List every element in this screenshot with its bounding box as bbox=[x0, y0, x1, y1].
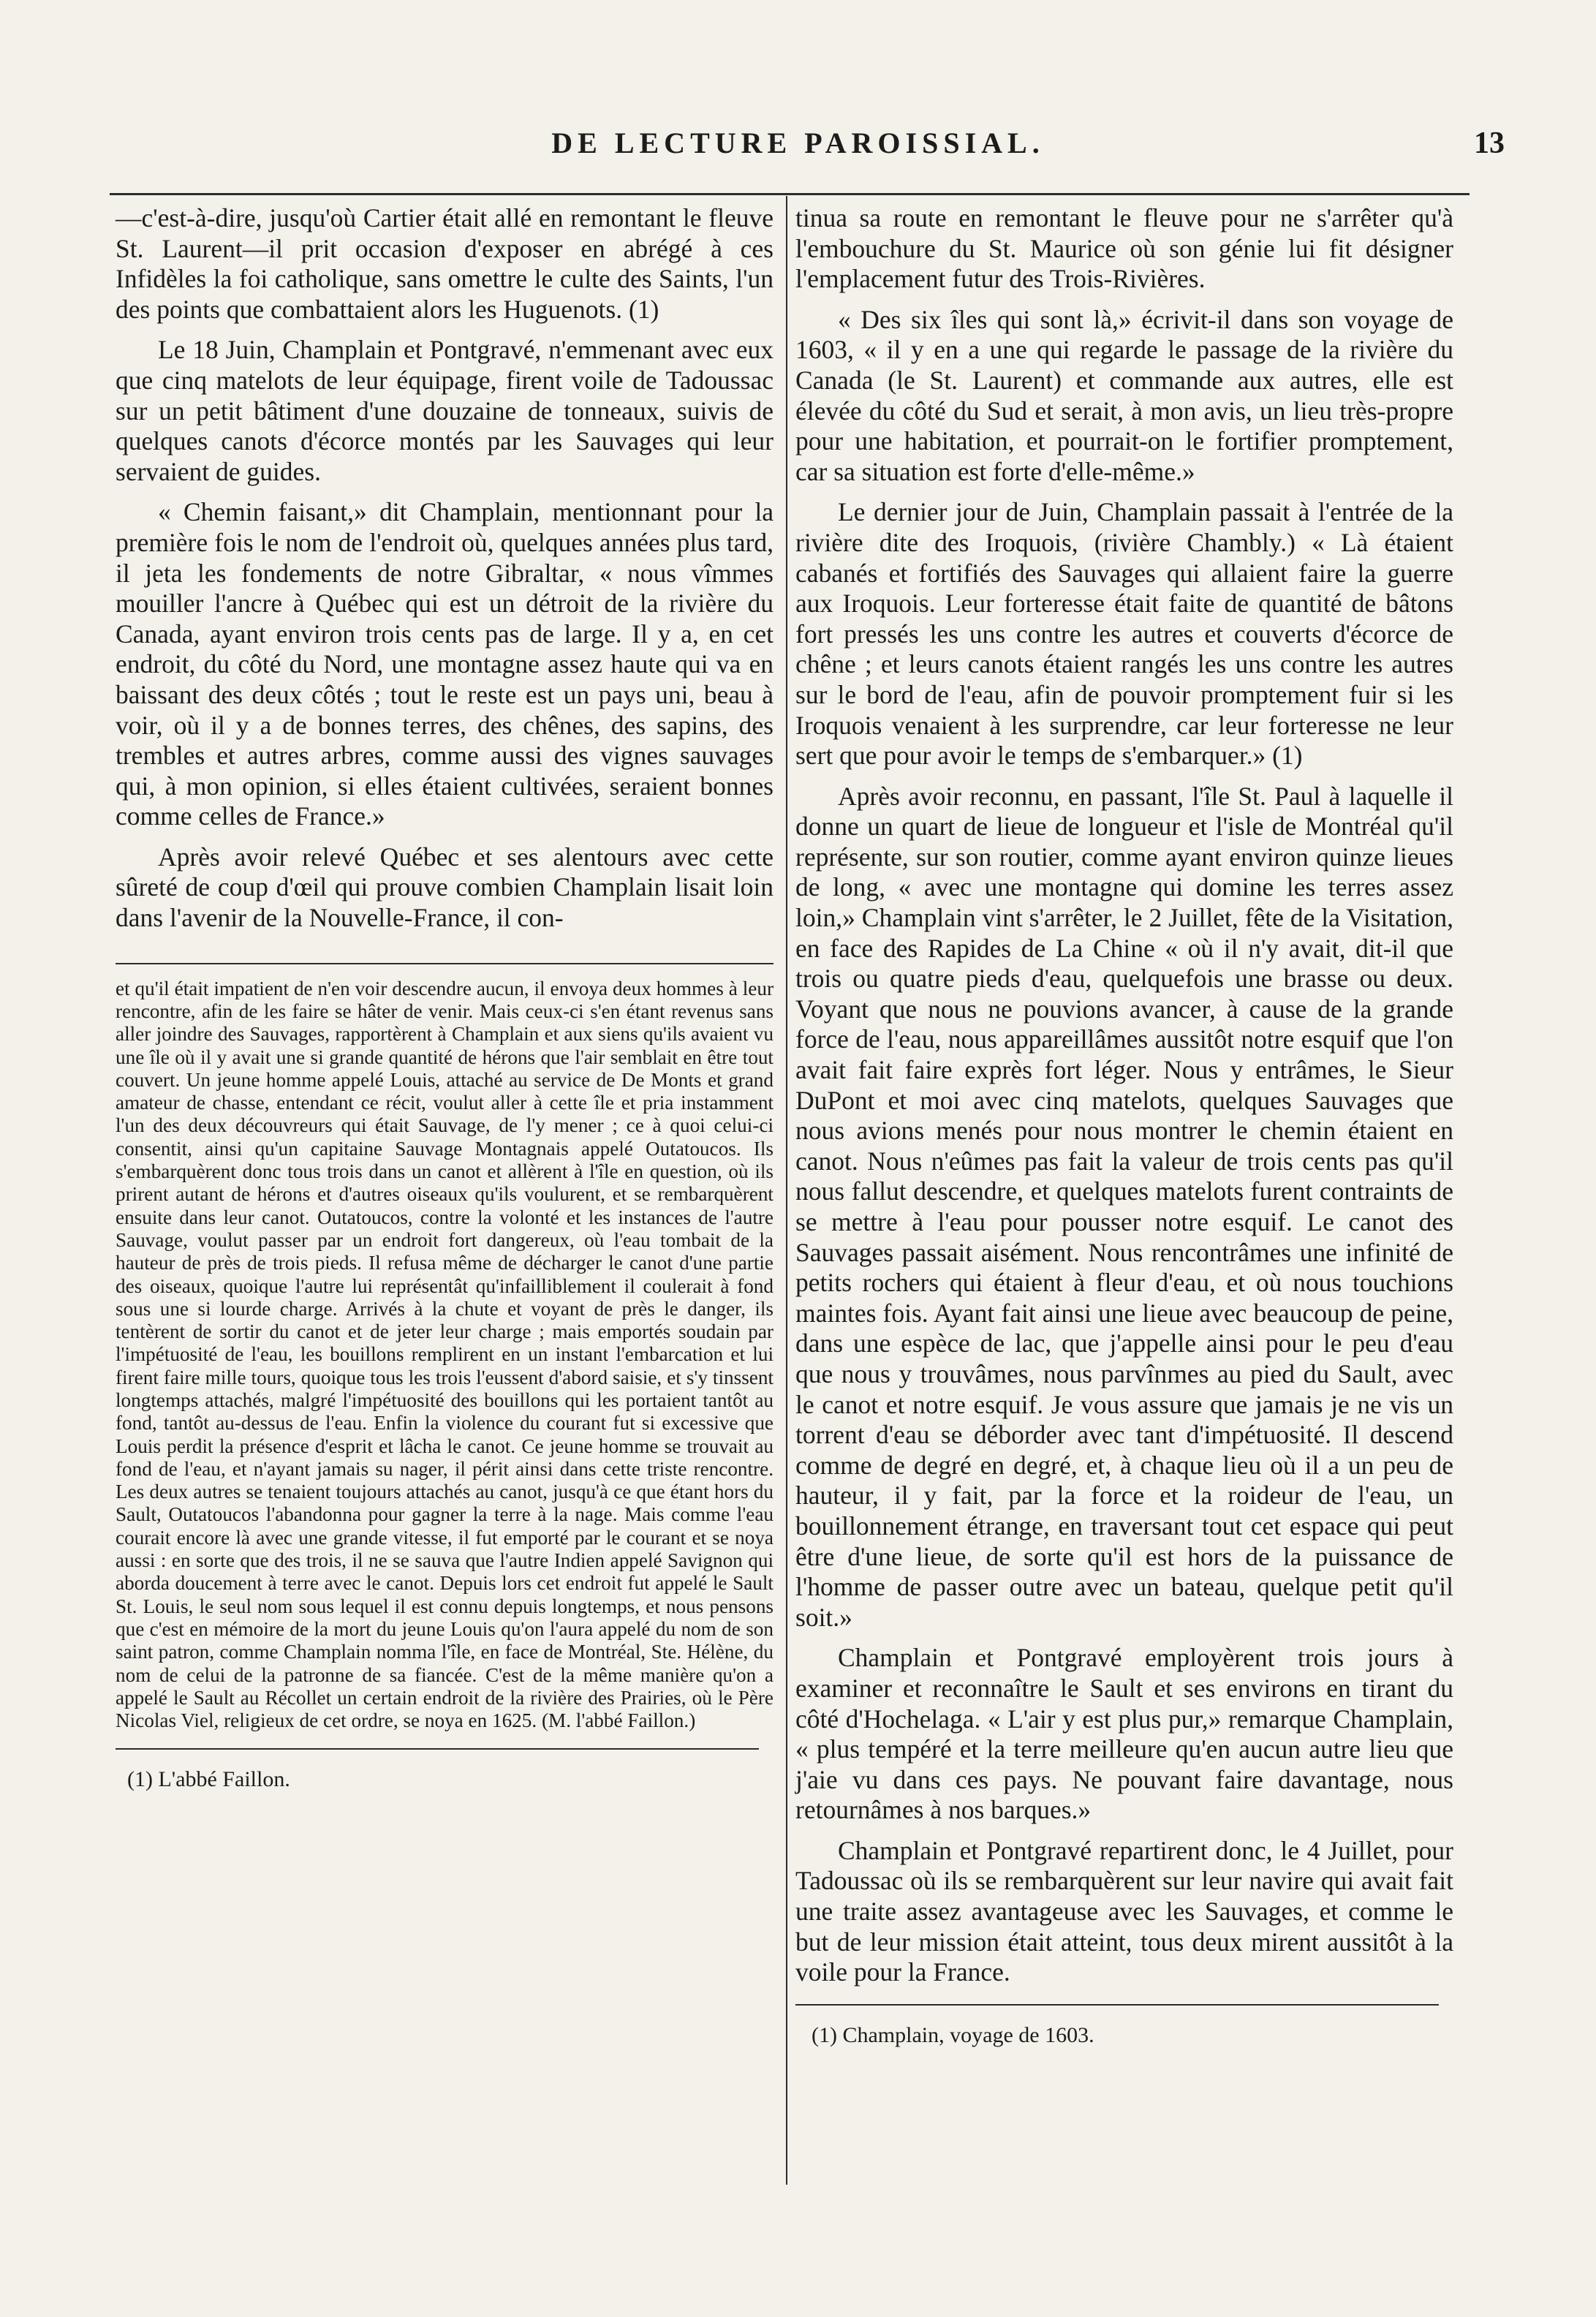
footnote-rule bbox=[116, 963, 774, 964]
body-paragraph: Champlain et Pontgravé employèrent trois jours à examiner et reconnaître le Sault et ses environs en tirant du côté d'Hochelaga. « L'air y est plus pur,» remarque Champlain, « plus tempéré et la terre meilleure qu'en aucun autre lieu que j'aie vu dans ces pays. Ne pouvant faire davantage, nous retournâmes à nos barques.» bbox=[795, 1643, 1453, 1825]
footnote-rule bbox=[795, 2004, 1439, 2006]
header-rule bbox=[110, 193, 1470, 195]
footnote: (1) Champlain, voyage de 1603. bbox=[812, 2022, 1094, 2047]
body-paragraph: tinua sa route en remontant le fleuve pour ne s'arrêter qu'à l'embouchure du St. Maurice où son génie lui fit désigner l'emplacement futur des Trois-Rivières. bbox=[795, 203, 1453, 294]
left-column bbox=[116, 203, 774, 1792]
body-paragraph: —c'est-à-dire, jusqu'où Cartier était allé en remontant le fleuve St. Laurent—il prit occasion d'exposer en abrégé à ces Infidèles la foi catholique, sans omettre le culte des Saints, l'un des points que combattaient alors les Huguenots. (1) bbox=[116, 203, 774, 324]
running-head: DE LECTURE PAROISSIAL. bbox=[551, 126, 1045, 159]
column-divider bbox=[786, 196, 787, 2185]
body-paragraph: Le dernier jour de Juin, Champlain passait à l'entrée de la rivière dite des Iroquois, (rivière Chambly.) « Là étaient cabanés et fortifiés des Sauvages qui allaient faire la guerre aux Iroquois. Leur forteresse était faite de quantité de bâtons fort pressés les uns contre les autres et couverts d'écorce de chêne ; et leurs canots étaient rangés les uns contre les autres sur le bord de l'eau, afin de pouvoir promptement fuir si les Iroquois venaient à les surprendre, car leur forteresse ne leur sert que pour avoir le temps de s'embarquer.» (1) bbox=[795, 497, 1453, 771]
body-paragraph: « Des six îles qui sont là,» écrivit-il dans son voyage de 1603, « il y en a une qui regarde le passage de la rivière du Canada (le St. Laurent) et commande aux autres, elle est élevée du côté du Sud et serait, à mon avis, un lieu très-propre pour une habitation, et pourrait-on le fortifier promptement, car sa situation est forte d'elle-même.» bbox=[795, 304, 1453, 486]
right-column bbox=[795, 203, 1453, 2048]
body-paragraph: Après avoir reconnu, en passant, l'île St. Paul à laquelle il donne un quart de lieue de longueur et l'isle de Montréal qu'il représente, sur son routier, comme ayant environ quinze lieues de long, « avec une montagne qui domine les terres assez loin,» Champlain vint s'arrêter, le 2 Juillet, fête de la Visitation, en face des Rapides de La Chine « où il n'y avait, dit-il que trois ou quatre pieds d'eau, quelquefois une brasse ou deux. Voyant que nous ne pouvions avancer, à cause de la grande force de l'eau, nous appareillâmes aussitôt notre esquif que l'on avait fait faire exprès fort léger. Nous y entrâmes, le Sieur DuPont et moi avec cinq matelots, quelques Sauvages que nous avions menés pour nous montrer le chemin étaient en canot. Nous n'eûmes pas fait la valeur de trois cents pas qu'il nous fallut descendre, et quelques matelots furent contraints de se mettre à l'eau pour pousser notre esquif. Le canot des Sauvages passait aisément. Nous rencontrâmes une infinité de petits rochers qui étaient à fleur d'eau, et où nous touchions maintes fois. Ayant fait ainsi une lieue avec beaucoup de peine, dans une espèce de lac, que j'appelle ainsi pour le peu d'eau que nous y trouvâmes, nous parvînmes au pied du Sault, avec le canot et notre esquif. Je vous assure que jamais je ne vis un torrent d'eau se déborder avec tant d'impétuosité. Il descend comme de degré en degré, et, à chaque lieu où il a un peu de hauteur, il y fait, par la force et la roideur de l'eau, un bouillonnement étrange, en traversant tout cet espace qui peut être d'une lieue, de sorte qu'il est hors de la puissance de l'homme de passer outre avec un bateau, quelque petit qu'il soit.» bbox=[795, 781, 1453, 1632]
footnote: (1) L'abbé Faillon. bbox=[127, 1767, 290, 1792]
footnote-rule bbox=[116, 1748, 759, 1750]
body-paragraph: Champlain et Pontgravé repartirent donc, le 4 Juillet, pour Tadoussac où ils se rembarquèrent sur leur navire qui avait fait une traite assez avantageuse avec les Sauvages, et comme le but de leur mission était atteint, tous deux mirent aussitôt à la voile pour la France. bbox=[795, 1835, 1453, 1987]
page-number: 13 bbox=[1474, 126, 1505, 160]
footnote-continuation: et qu'il était impatient de n'en voir descendre aucun, il envoya deux hommes à leur rencontre, afin de les faire se hâter de venir. Mais ceux-ci s'en étant revenus sans aller joindre des Sauvages, rapportèrent à Champlain et aux siens qu'ils avaient vu une île où il y avait une si grande quantité de hérons que l'air semblait en être tout couvert. Un jeune homme appelé Louis, attaché au service de De Monts et grand amateur de chasse, entendant ce récit, voulut aller à cette île et pria instamment l'un des deux découvreurs qui était Sauvage, de l'y mener ; ce à quoi celui-ci consentit, ainsi qu'un capitaine Sauvage Montagnais appelé Outatoucos. Ils s'embarquèrent donc tous trois dans un canot et allèrent à l'île en question, où ils prirent autant de hérons et d'autres oiseaux qu'ils voulurent, et se rembarquèrent ensuite dans leur canot. Outatoucos, contre la volonté et les instances de l'autre Sauvage, voulut passer par un endroit fort dangereux, où l'eau tombait de la hauteur de près de trois pieds. Il refusa même de décharger le canot d'une partie des oiseaux, quoique l'autre lui représentât qu'infailliblement il coulerait à fond sous une si lourde charge. Arrivés à la chute et voyant de près le danger, ils tentèrent de sortir du canot et de jeter leur charge ; mais emportés soudain par l'impétuosité de l'eau, les bouillons remplirent en un instant l'embarcation et lui firent faire mille tours, quoique tous les trois l'eussent d'abord saisie, et s'y tinssent longtemps attachés, malgré l'impétuosité des bouillons qui les portaient tantôt au fond, tantôt au-dessus de l'eau. Enfin la violence du courant fut si excessive que Louis perdit la présence d'esprit et lâcha le canot. Ce jeune homme se trouvait au fond de l'eau, et n'ayant jamais su nager, il périt ainsi dans cette triste rencontre. Les deux autres se tenaient toujours attachés au canot, jusqu'à ce que étant hors du Sault, Outatoucos l'abandonna pour gagner la terre à la nage. Mais comme l'eau courait encore là avec une grande vitesse, il fut emporté par le courant et se noya aussi : en sorte que des trois, il ne se sauva que l'autre Indien appelé Savignon qui aborda doucement à terre avec le canot. Depuis lors cet endroit fut appelé le Sault St. Louis, le seul nom sous lequel il est connu depuis longtemps, et nous pensons que c'est en mémoire de la mort du jeune Louis qu'on l'aura appelé du nom de son saint patron, comme Champlain nomma l'île, en face de Montréal, Ste. Hélène, du nom de celui de la patronne de sa fiancée. C'est de la même manière qu'on a appelé le Sault au Récollet un certain endroit de la rivière des Prairies, où le Père Nicolas Viel, religieux de cet ordre, se noya en 1625. (M. l'abbé Faillon.) bbox=[116, 977, 774, 1732]
body-paragraph: Après avoir relevé Québec et ses alentours avec cette sûreté de coup d'œil qui prouve combien Champlain lisait loin dans l'avenir de la Nouvelle-France, il con- bbox=[116, 842, 774, 933]
body-paragraph: Le 18 Juin, Champlain et Pontgravé, n'emmenant avec eux que cinq matelots de leur équipage, firent voile de Tadoussac sur un petit bâtiment d'une douzaine de tonneaux, suivis de quelques canots d'écorce montés par les Sauvages qui leur servaient de guides. bbox=[116, 335, 774, 486]
body-paragraph: « Chemin faisant,» dit Champlain, mentionnant pour la première fois le nom de l'endroit où, quelques années plus tard, il jeta les fondements de notre Gibraltar, « nous vîmmes mouiller l'ancre à Québec qui est un détroit de la rivière du Canada, ayant environ trois cents pas de large. Il y a, en cet endroit, du côté du Nord, une montagne assez haute qui va en baissant des deux côtés ; tout le reste est un pays uni, beau à voir, où il y a de bonnes terres, des chênes, des sapins, des trembles et autres arbres, comme aussi des vignes sauvages qui, à mon opinion, si elles étaient cultivées, seraient bonnes comme celles de France.» bbox=[116, 497, 774, 831]
